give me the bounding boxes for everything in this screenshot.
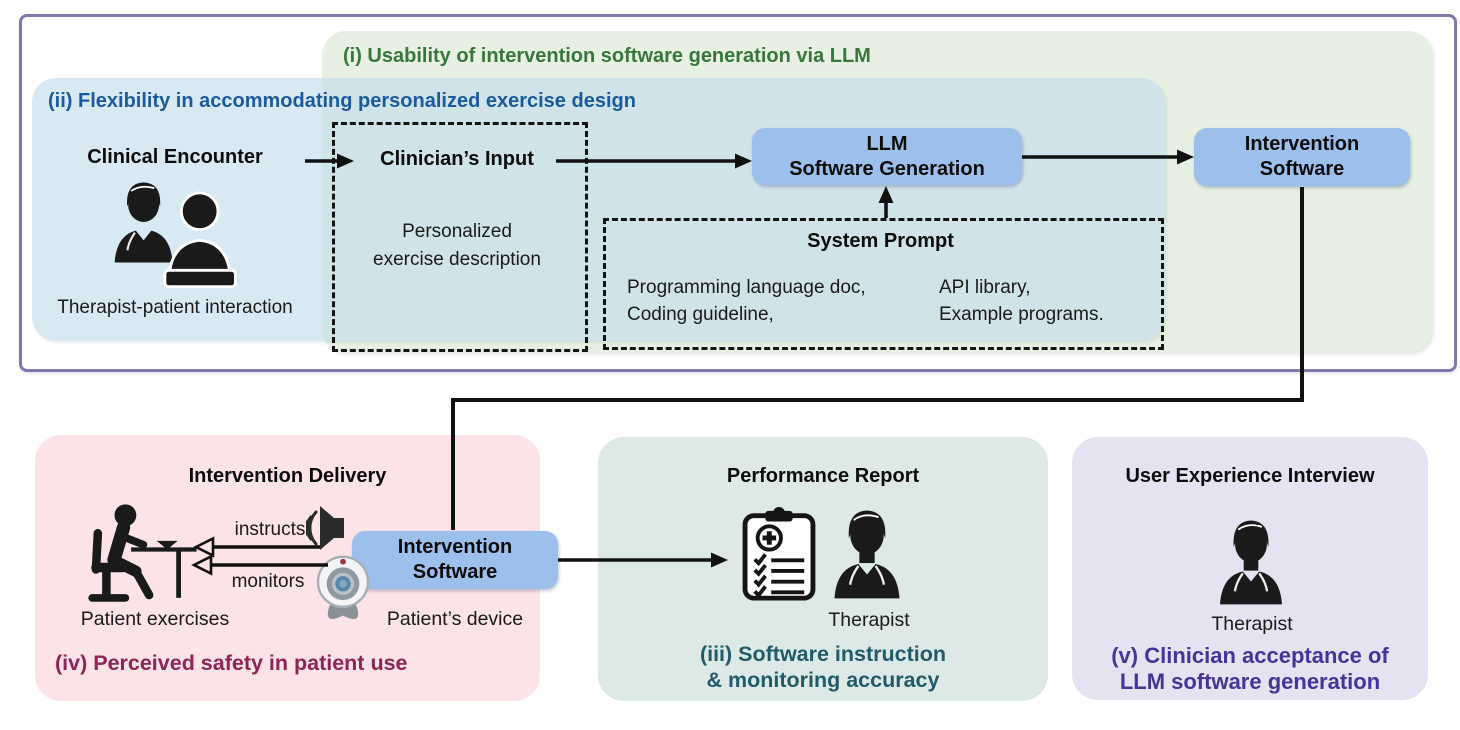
- intervention-software-box-bottom: [352, 531, 558, 589]
- patient-exercises-caption: Patient exercises: [80, 608, 230, 630]
- intervention-delivery-title: Intervention Delivery: [188, 465, 387, 487]
- webcam-icon: [316, 553, 370, 628]
- llm-software-generation-box: [752, 128, 1022, 185]
- system-prompt-left-line1: Programming language doc,: [627, 277, 866, 298]
- finding-v-line2: LLM software generation: [1119, 668, 1381, 694]
- interview-therapist-caption: Therapist: [1211, 613, 1293, 635]
- usability-panel-label: (i) Usability of intervention software generation via LLM: [343, 45, 871, 67]
- user-experience-interview-panel: [1072, 437, 1428, 700]
- finding-v-acceptance: [1072, 643, 1428, 694]
- performance-report-panel: [598, 437, 1048, 701]
- system-prompt-title: System Prompt: [807, 230, 954, 252]
- finding-iii-line2: & monitoring accuracy: [706, 667, 940, 692]
- system-prompt-left-line2: Coding guideline,: [627, 304, 774, 325]
- system-prompt-right-line2: Example programs.: [939, 304, 1104, 325]
- intervention-software-bottom-line1: Intervention: [397, 536, 513, 558]
- therapist-patient-icon: [103, 176, 248, 294]
- clinician-input-body: [337, 218, 577, 274]
- speaker-sound-waves-icon: [306, 502, 354, 554]
- system-prompt-left-column: [627, 274, 866, 328]
- llm-box-line2: Software Generation: [789, 157, 985, 180]
- finding-iv-perceived-safety: (iv) Perceived safety in patient use: [55, 651, 408, 675]
- intervention-software-top-line1: Intervention: [1244, 133, 1360, 155]
- clinical-encounter-title: Clinical Encounter: [87, 146, 263, 168]
- therapist-icon: [824, 503, 910, 604]
- llm-box-line1: LLM: [866, 132, 908, 155]
- instructs-label: instructs: [234, 519, 306, 540]
- intervention-software-box-top: [1194, 128, 1410, 186]
- therapist-icon: [1210, 513, 1292, 610]
- flexibility-panel-label: (ii) Flexibility in accommodating personalized exercise design: [48, 90, 636, 112]
- system-prompt-right-column: [939, 274, 1104, 328]
- medical-checklist-clipboard-icon: [740, 505, 818, 602]
- patients-device-caption: Patient’s device: [386, 608, 524, 630]
- report-therapist-caption: Therapist: [828, 609, 910, 631]
- clinician-input-line2: exercise description: [373, 249, 541, 270]
- seated-patient-at-table-icon: [75, 501, 210, 615]
- intervention-delivery-panel: [35, 435, 540, 701]
- system-prompt-right-line1: API library,: [939, 277, 1031, 298]
- finding-iii-line1: (iii) Software instruction: [699, 642, 947, 666]
- clinician-input-line1: Personalized: [402, 221, 512, 242]
- intervention-software-bottom-line2: Software: [412, 561, 498, 583]
- intervention-software-top-line2: Software: [1259, 158, 1345, 180]
- performance-report-title: Performance Report: [726, 465, 920, 487]
- user-experience-interview-title: User Experience Interview: [1125, 465, 1375, 487]
- monitors-label: monitors: [231, 571, 305, 592]
- finding-iii-accuracy: [598, 642, 1048, 693]
- clinician-input-title: Clinician’s Input: [380, 148, 534, 170]
- clinical-encounter-caption: Therapist-patient interaction: [57, 297, 293, 318]
- finding-v-line1: (v) Clinician acceptance of: [1111, 643, 1389, 668]
